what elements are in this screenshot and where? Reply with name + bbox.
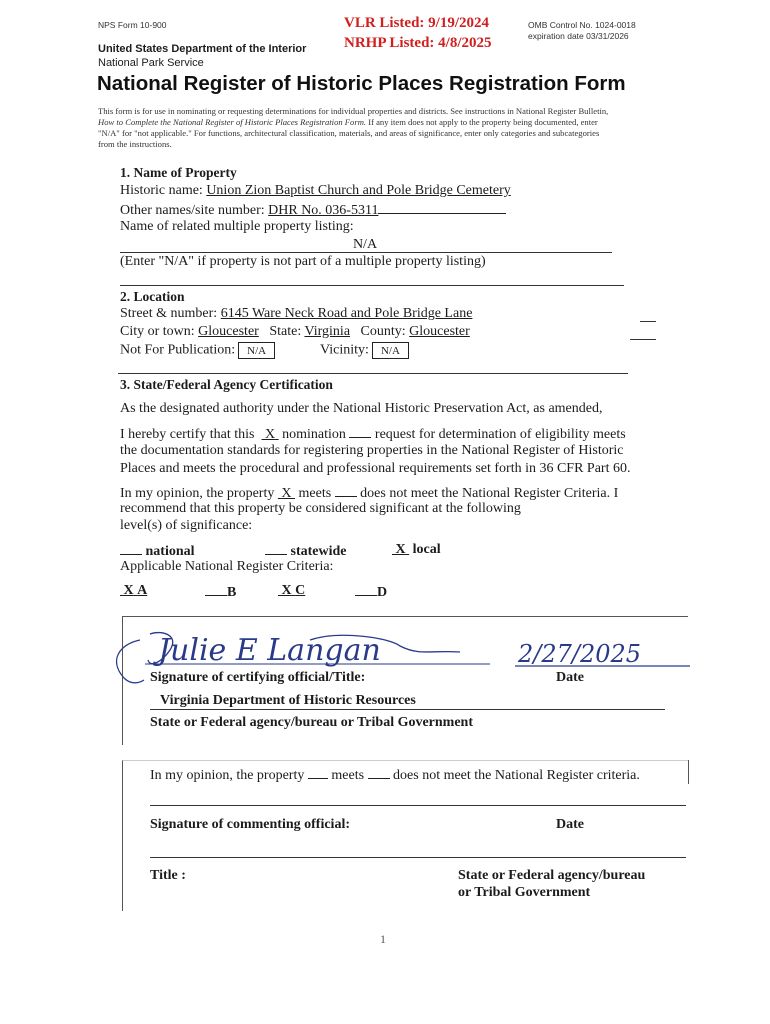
agency-name: Virginia Department of Historic Resources <box>160 693 416 708</box>
authority-statement: As the designated authority under the National Historic Preservation Act, as amended, <box>120 401 603 416</box>
instructions-line-1: This form is for use in nominating or requesting determinations for individual properties and districts. See instructions in National Register Bulletin, <box>98 106 609 116</box>
certify-line-3: Places and meets the procedural and professional requirements set forth in 36 CFR Part 60. <box>120 461 631 476</box>
historic-name-label: Historic name: <box>120 183 203 198</box>
agency-label: State or Federal agency/bureau or Tribal Government <box>150 715 474 730</box>
historic-name-row <box>120 183 511 199</box>
form-number: NPS Form 10-900 <box>98 20 167 30</box>
section-1-heading: 1. Name of Property <box>120 165 237 180</box>
recommend-line-2: level(s) of significance: <box>120 518 253 533</box>
expiration-date: expiration date 03/31/2026 <box>528 31 629 41</box>
county-value: Gloucester <box>409 324 470 339</box>
nrhp-listed-stamp: NRHP Listed: 4/8/2025 <box>344 35 492 51</box>
street-value: 6145 Ware Neck Road and Pole Bridge Lane <box>220 306 473 321</box>
signature-date: 2/27/2025 <box>518 640 642 668</box>
vicinity-row <box>320 342 409 359</box>
not-for-publication-label: Not For Publication: <box>120 342 236 358</box>
other-names-label: Other names/site number: <box>120 203 265 218</box>
level-statewide: statewide <box>265 542 347 560</box>
other-names-value: DHR No. 036-5311 <box>268 203 379 218</box>
page-number: 1 <box>380 932 386 946</box>
section-2-heading: 2. Location <box>120 289 185 304</box>
comment-does-not-meet-blank[interactable] <box>368 766 390 779</box>
recommend-line-1: recommend that this property be considered significant at the following <box>120 501 521 516</box>
commenting-title-label: Title : <box>150 868 186 883</box>
section-3-heading: 3. State/Federal Agency Certification <box>120 377 333 392</box>
commenting-official-label: Signature of commenting official: <box>150 817 350 832</box>
certifying-official-label: Signature of certifying official/Title: <box>150 670 366 685</box>
instructions-line-3: "N/A" for "not applicable." For functions, architectural classification, materials, and areas of significance, enter only categories and subcategories <box>98 128 600 138</box>
state-value: Virginia <box>304 324 351 339</box>
multiple-listing-label: Name of related multiple property listing: <box>120 219 354 234</box>
agency-name-line <box>150 709 665 710</box>
multiple-listing-line <box>120 252 612 253</box>
level-national: national <box>120 542 195 560</box>
city-row <box>120 324 470 340</box>
state-label: State: <box>269 324 302 339</box>
instructions-line-2: How to Complete the National Register of Historic Places Registration Form. If any item does not apply to the property being documented, enter <box>98 117 598 127</box>
form-instructions <box>98 106 688 150</box>
certifying-date-label: Date <box>556 670 584 685</box>
omb-control-number: OMB Control No. 1024-0018 <box>528 20 636 30</box>
commenting-agency-line-1: State or Federal agency/bureau <box>458 868 646 883</box>
instructions-line-4: from the instructions. <box>98 139 172 149</box>
criterion-c: X C <box>281 583 306 598</box>
certify-line-2: the documentation standards for registering properties in the National Register of Historic <box>120 443 624 458</box>
criterion-d: D <box>355 583 387 601</box>
county-blank-end <box>630 339 656 340</box>
commenting-signature-line <box>150 805 686 806</box>
comment-meets-blank[interactable] <box>308 766 328 779</box>
street-label: Street & number: <box>120 306 218 321</box>
county-label: County: <box>360 324 406 339</box>
bulletin-title: How to Complete the National Register of Historic Places Registration Form. <box>98 117 367 127</box>
level-local: X local <box>395 542 441 557</box>
other-names-row <box>120 201 506 219</box>
historic-name-value: Union Zion Baptist Church and Pole Bridge Cemetery <box>206 183 511 198</box>
criteria-label: Applicable National Register Criteria: <box>120 559 334 574</box>
multiple-listing-note: (Enter "N/A" if property is not part of a multiple property listing) <box>120 254 486 269</box>
city-value: Gloucester <box>198 324 259 339</box>
commenting-agency-line-2: or Tribal Government <box>458 885 591 900</box>
commenting-title-line <box>150 857 686 858</box>
certify-row: I hereby certify that this X nomination request for determination of eligibility meets <box>120 427 626 442</box>
section-2-divider <box>118 373 628 374</box>
does-not-meet-blank <box>335 484 357 497</box>
street-row <box>120 306 472 322</box>
opinion-row: In my opinion, the property X meets does not meet the National Register Criteria. I <box>120 486 619 501</box>
signature-text: Julie E Langan <box>158 633 381 668</box>
other-names-blank <box>378 201 506 214</box>
form-title: National Register of Historic Places Registration Form <box>97 72 626 95</box>
criterion-a: X A <box>123 583 148 598</box>
multiple-listing-value: N/A <box>352 237 378 252</box>
criterion-b: B <box>205 583 236 601</box>
department-name: United States Department of the Interior <box>98 43 307 55</box>
vicinity-checkbox[interactable]: N/A <box>372 342 409 359</box>
nomination-mark: X <box>265 427 276 442</box>
meets-mark: X <box>281 486 292 501</box>
commenting-date-label: Date <box>556 817 584 832</box>
city-label: City or town: <box>120 324 195 339</box>
service-name: National Park Service <box>98 57 204 69</box>
comment-opinion-row: In my opinion, the property meets does not meet the National Register criteria. <box>150 768 640 783</box>
street-blank-end <box>640 321 656 322</box>
section-1-divider <box>120 285 624 286</box>
not-for-publication-row <box>120 342 275 359</box>
vicinity-label: Vicinity: <box>320 342 369 358</box>
not-for-publication-checkbox[interactable]: N/A <box>238 342 275 359</box>
request-blank <box>349 425 371 438</box>
vlr-listed-stamp: VLR Listed: 9/19/2024 <box>344 15 490 31</box>
